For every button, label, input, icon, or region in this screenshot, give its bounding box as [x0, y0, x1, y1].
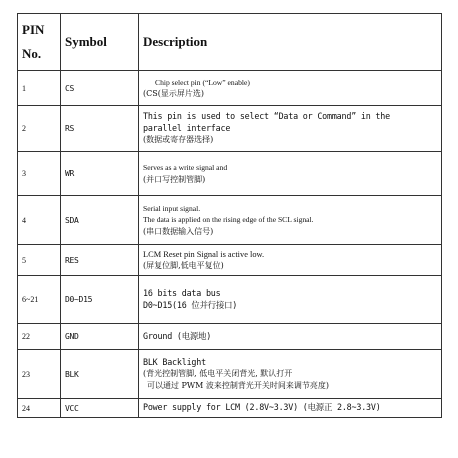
table-row — [18, 152, 442, 196]
header-description: Description — [139, 14, 442, 71]
description-line: 16 bits data bus — [143, 288, 221, 298]
pin-symbol: WR — [61, 152, 139, 196]
description-line: 可以通过 PWM 波来控制背光开关时间来调节亮度) — [147, 380, 330, 390]
pin-description — [139, 71, 442, 106]
description-line: (串口数据输入信号) — [143, 226, 214, 236]
description-line: Power supply for LCM (2.8V~3.3V) (电源正 2.8~3.3V) — [143, 402, 381, 413]
description-line: BLK Backlight — [143, 356, 206, 367]
description-line: (背光控制管脚, 低电平关闭背光, 默认打开 — [143, 369, 293, 379]
pin-symbol: BLK — [61, 350, 139, 399]
pin-number: 1 — [18, 71, 61, 106]
pin-description — [139, 276, 442, 324]
pin-description — [139, 152, 442, 196]
description-line: Serial input signal. — [143, 203, 201, 213]
pin-description — [139, 399, 442, 418]
pin-symbol: RS — [61, 106, 139, 152]
pin-description — [139, 245, 442, 276]
table-row — [18, 324, 442, 350]
description-line: LCM Reset pin Signal is active low. — [143, 249, 265, 259]
pin-number: 23 — [18, 350, 61, 399]
header-pin-line: No. — [22, 46, 42, 61]
description-line: (屏复位脚,低电平复位) — [143, 261, 224, 270]
header-symbol: Symbol — [61, 14, 139, 71]
table-row — [18, 106, 442, 152]
pin-symbol: CS — [61, 71, 139, 106]
pin-number: 3 — [18, 152, 61, 196]
pin-number: 5 — [18, 245, 61, 276]
pin-description — [139, 324, 442, 350]
pin-number: 2 — [18, 106, 61, 152]
table-header-row — [18, 14, 442, 71]
pin-symbol: VCC — [61, 399, 139, 418]
pin-description-table — [17, 13, 442, 418]
description-line: (数据或寄存器选择) — [143, 135, 214, 145]
pin-description — [139, 196, 442, 245]
table-row — [18, 245, 442, 276]
table-row — [18, 399, 442, 418]
table-row — [18, 350, 442, 399]
pin-symbol: D0~D15 — [61, 276, 139, 324]
description-line: parallel interface — [143, 122, 231, 133]
description-line: D0~D15(16 位并行接口) — [143, 299, 238, 310]
description-line: This pin is used to select “Data or Command” in the — [143, 111, 390, 122]
table-row — [18, 71, 442, 106]
pin-symbol: SDA — [61, 196, 139, 245]
description-line: (CS(显示屏片选) — [143, 89, 204, 98]
header-pin — [18, 14, 61, 71]
header-pin-line: PIN — [22, 22, 45, 37]
pin-symbol: GND — [61, 324, 139, 350]
table-row — [18, 196, 442, 245]
pin-description — [139, 106, 442, 152]
description-line: (并口写控制管脚) — [143, 174, 206, 184]
pin-number: 24 — [18, 399, 61, 418]
pin-number: 22 — [18, 324, 61, 350]
description-line: Serves as a write signal and — [143, 163, 228, 172]
pin-number: 6~21 — [18, 276, 61, 324]
description-line: Chip select pin (“Low” enable) — [155, 77, 250, 87]
pin-number: 4 — [18, 196, 61, 245]
pin-description — [139, 350, 442, 399]
pin-symbol: RES — [61, 245, 139, 276]
description-line: The data is applied on the rising edge of the SCL signal. — [143, 215, 314, 225]
description-line: Ground (电源地) — [143, 330, 212, 341]
table-row — [18, 276, 442, 324]
